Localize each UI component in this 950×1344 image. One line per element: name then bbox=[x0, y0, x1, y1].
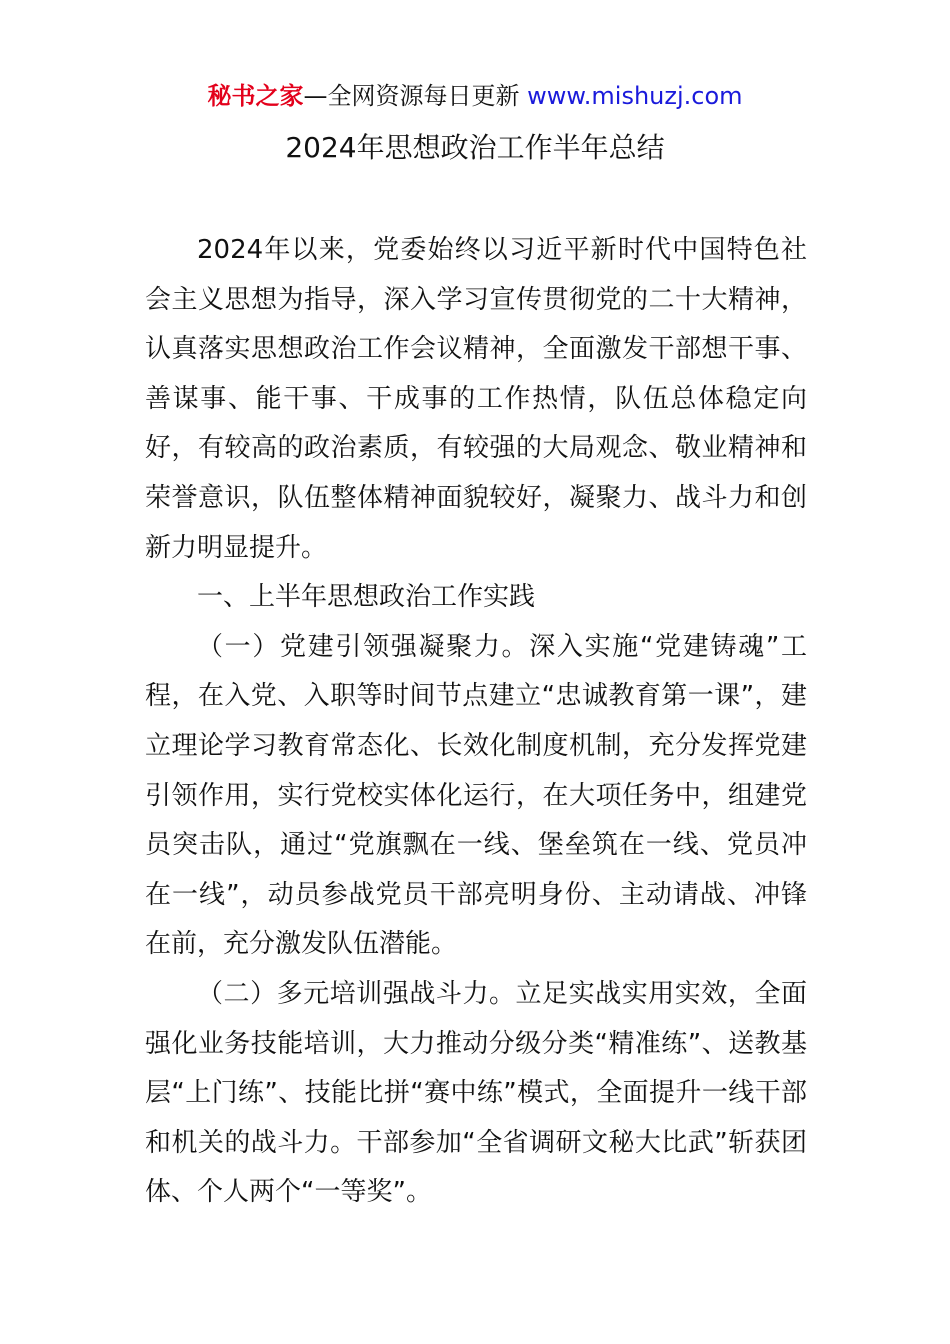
site-url-link[interactable]: www.mishuzj.com bbox=[527, 82, 743, 110]
brand-name: 秘书之家 bbox=[207, 82, 304, 110]
section-heading: 一、上半年思想政治工作实践 bbox=[197, 582, 536, 613]
intro-paragraph: 2024年以来，党委始终以习近平新时代中国特色社会主义思想为指导，深入学习宣传贯彻党的二十大精神，认真落实思想政治工作会议精神，全面激发干部想干事、善谋事、能干事、干成事的工作热情，队伍总体稳定向好，有较高的政治素质，有较强的大局观念、敬业精神和荣誉意识，队伍整体精神面貌较好，凝聚力、战斗力和创新力明显提升。 bbox=[145, 235, 807, 563]
subsection-paragraph-1: （一）党建引领强凝聚力。深入实施“党建铸魂”工程，在入党、入职等时间节点建立“忠诚教育第一课”，建立理论学习教育常态化、长效化制度机制，充分发挥党建引领作用，实行党校实体化运行，在大项任务中，组建党员突击队，通过“党旗飘在一线、堡垒筑在一线、党员冲在一线”，动员参战党员干部亮明身份、主动请战、冲锋在前，充分激发队伍潜能。 bbox=[145, 631, 807, 960]
document-body bbox=[145, 226, 807, 1218]
subsection-paragraph-2: （二）多元培训强战斗力。立足实战实用实效，全面强化业务技能培训，大力推动分级分类“精准练”、送教基层“上门练”、技能比拼“赛中练”模式，全面提升一线干部和机关的战斗力。干部参加“全省调研文秘大比武”斩获团体、个人两个“一等奖”。 bbox=[145, 978, 807, 1208]
header-tagline: —全网资源每日更新 bbox=[303, 82, 528, 110]
site-header bbox=[0, 78, 950, 114]
document-title: 2024年思想政治工作半年总结 bbox=[285, 131, 665, 164]
